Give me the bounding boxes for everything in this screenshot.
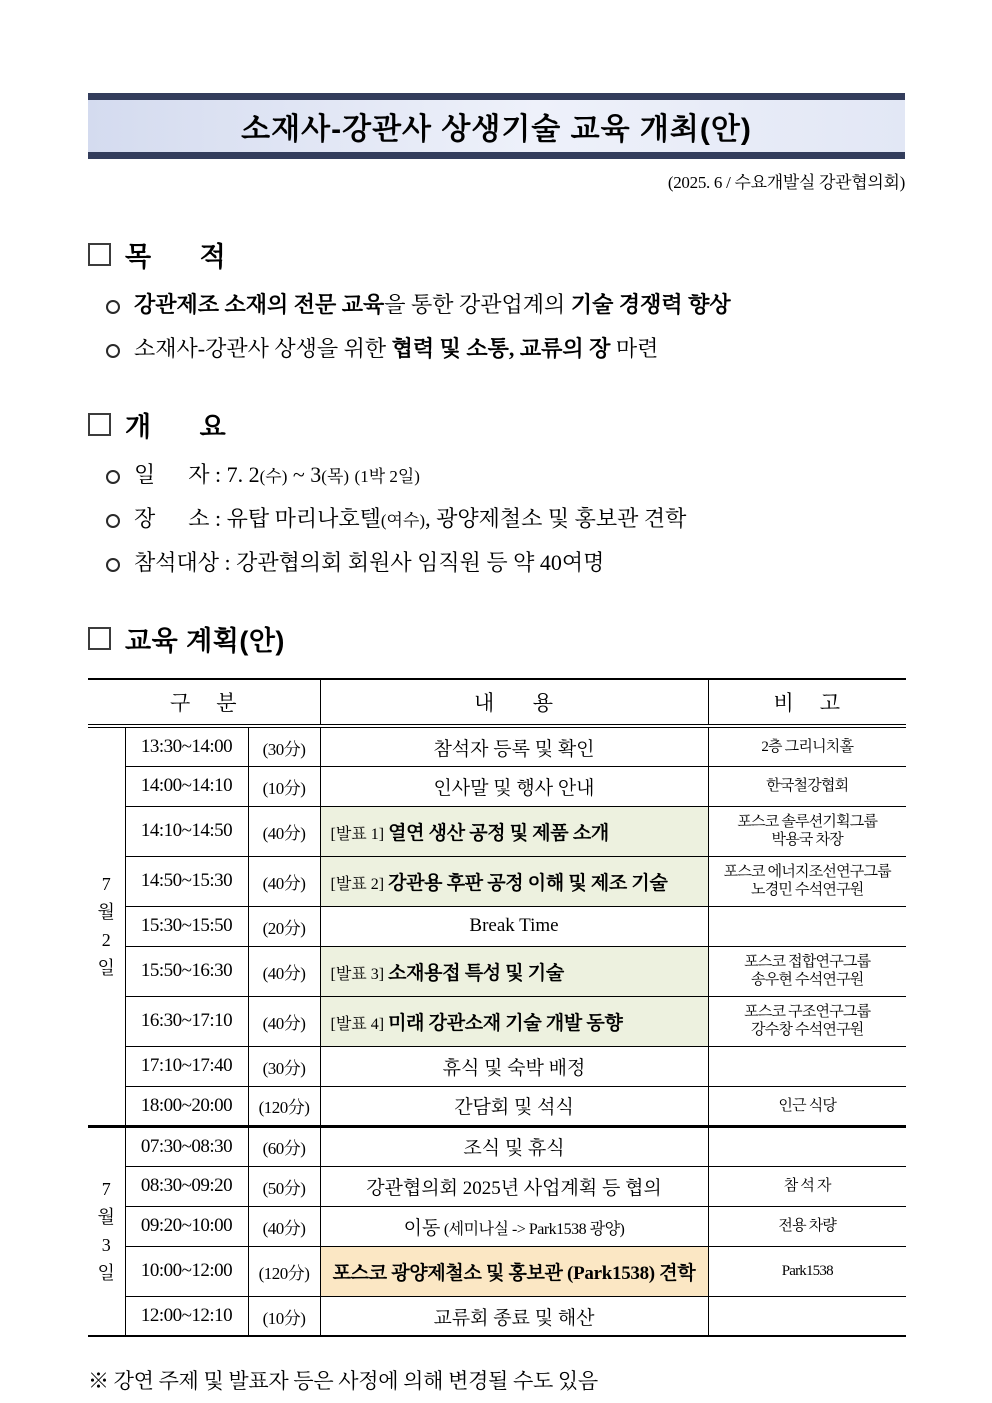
title-banner xyxy=(88,93,905,159)
circle-bullet-icon xyxy=(106,344,120,358)
schedule-row xyxy=(88,1126,906,1166)
time-cell: 07:30~08:30 xyxy=(125,1126,248,1166)
schedule-row xyxy=(88,766,906,806)
time-cell: 08:30~09:20 xyxy=(125,1166,248,1206)
time-cell: 10:00~12:00 xyxy=(125,1246,248,1296)
duration-cell: (30分) xyxy=(248,1046,320,1086)
content-cell: 이동 (세미나실 -> Park1538 광양) xyxy=(320,1206,708,1246)
content-cell: 강관협의회 2025년 사업계획 등 협의 xyxy=(320,1166,708,1206)
schedule-row xyxy=(88,1166,906,1206)
purpose-bullet-1 xyxy=(104,290,905,320)
column-header-remark: 비 고 xyxy=(708,679,906,726)
overview-place-label: 장 소 : xyxy=(134,506,227,532)
duration-cell: (10分) xyxy=(248,1296,320,1336)
content-cell: 참석자 등록 및 확인 xyxy=(320,726,708,766)
column-header-division: 구 분 xyxy=(88,679,320,726)
duration-cell: (40分) xyxy=(248,806,320,856)
remark-cell: 2층 그리니치홀 xyxy=(708,726,906,766)
duration-cell: (50分) xyxy=(248,1166,320,1206)
remark-cell: 포스코 구조연구그룹 강수창 수석연구원 xyxy=(708,996,906,1046)
duration-cell: (120分) xyxy=(248,1086,320,1126)
overview-item-date xyxy=(104,460,905,490)
duration-cell: (30分) xyxy=(248,726,320,766)
content-cell: 포스코 광양제철소 및 홍보관 (Park1538) 견학 xyxy=(320,1246,708,1296)
overview-items xyxy=(88,460,905,577)
remark-cell: 포스코 에너지조선연구그룹 노경민 수석연구원 xyxy=(708,856,906,906)
content-cell: [발표 1] 열연 생산 공정 및 제품 소개 xyxy=(320,806,708,856)
purpose-bullet-2-text: 소재사-강관사 상생을 위한 협력 및 소통, 교류의 장 마련 xyxy=(134,335,659,361)
content-cell: 휴식 및 숙박 배정 xyxy=(320,1046,708,1086)
overview-item-place xyxy=(104,504,905,534)
content-cell: [발표 3] 소재용접 특성 및 기술 xyxy=(320,946,708,996)
plan-heading-label: 교육 계획(안) xyxy=(125,626,285,657)
byline: (2025. 6 / 수요개발실 강관협의회) xyxy=(667,173,905,192)
overview-attendees-label: 참석대상 : xyxy=(134,549,237,575)
column-header-content: 내 용 xyxy=(320,679,708,726)
day-label: 7 월 3 일 xyxy=(88,1126,125,1336)
circle-bullet-icon xyxy=(106,300,120,314)
schedule-row xyxy=(88,906,906,946)
duration-cell: (40分) xyxy=(248,1206,320,1246)
remark-cell: 한국철강협회 xyxy=(708,766,906,806)
content-cell: 교류회 종료 및 해산 xyxy=(320,1296,708,1336)
time-cell: 14:00~14:10 xyxy=(125,766,248,806)
overview-item-place-text xyxy=(134,504,686,534)
schedule-body xyxy=(88,726,906,1336)
document-title: 소재사-강관사 상생기술 교육 개최(안) xyxy=(241,113,752,146)
purpose-heading-label: 목 적 xyxy=(125,242,227,272)
time-cell: 18:00~20:00 xyxy=(125,1086,248,1126)
content-cell: [발표 2] 강관용 후판 공정 이해 및 제조 기술 xyxy=(320,856,708,906)
schedule-row xyxy=(88,726,906,766)
remark-cell: 참 석 자 xyxy=(708,1166,906,1206)
duration-cell: (10分) xyxy=(248,766,320,806)
remark-cell: 인근 식당 xyxy=(708,1086,906,1126)
circle-bullet-icon xyxy=(106,558,120,572)
time-cell: 17:10~17:40 xyxy=(125,1046,248,1086)
time-cell: 14:50~15:30 xyxy=(125,856,248,906)
purpose-bullets xyxy=(88,290,905,363)
circle-bullet-icon xyxy=(106,470,120,484)
square-bullet-icon xyxy=(88,627,111,650)
section-heading-purpose xyxy=(88,235,905,274)
content-cell: [발표 4] 미래 강관소재 기술 개발 동향 xyxy=(320,996,708,1046)
section-heading-plan xyxy=(88,619,905,658)
schedule-row xyxy=(88,1046,906,1086)
time-cell: 14:10~14:50 xyxy=(125,806,248,856)
purpose-bullet-1-text: 강관제조 소재의 전문 교육을 통한 강관업계의 기술 경쟁력 향상 xyxy=(134,292,731,317)
remark-cell: 포스코 솔루션기획그룹 박용국 차장 xyxy=(708,806,906,856)
overview-attendees-value: 강관협의회 회원사 임직원 등 약 40여명 xyxy=(236,549,605,575)
schedule-row xyxy=(88,806,906,856)
duration-cell: (40分) xyxy=(248,996,320,1046)
schedule-row xyxy=(88,1206,906,1246)
section-heading-overview xyxy=(88,405,905,444)
schedule-row xyxy=(88,1296,906,1336)
remark-cell xyxy=(708,1046,906,1086)
remark-cell xyxy=(708,1126,906,1166)
duration-cell: (120分) xyxy=(248,1246,320,1296)
schedule-table xyxy=(88,678,906,1337)
remark-cell: Park1538 xyxy=(708,1246,906,1296)
time-cell: 12:00~12:10 xyxy=(125,1296,248,1336)
time-cell: 16:30~17:10 xyxy=(125,996,248,1046)
overview-item-attendees-text xyxy=(134,548,604,578)
overview-place-value: 유탑 마리나호텔(여수), 광양제철소 및 홍보관 견학 xyxy=(226,506,687,532)
remark-cell xyxy=(708,1296,906,1336)
day-label: 7 월 2 일 xyxy=(88,726,125,1126)
schedule-row xyxy=(88,996,906,1046)
overview-item-date-text xyxy=(134,460,420,490)
schedule-row xyxy=(88,946,906,996)
overview-date-label: 일 자 : xyxy=(134,462,227,488)
duration-cell: (40分) xyxy=(248,946,320,996)
footnote: ※ 강연 주제 및 발표자 등은 사정에 의해 변경될 수도 있음 xyxy=(88,1369,598,1394)
duration-cell: (60分) xyxy=(248,1126,320,1166)
remark-cell: 전용 차량 xyxy=(708,1206,906,1246)
content-cell: 간담회 및 석식 xyxy=(320,1086,708,1126)
overview-date-value: 7. 2(수) ~ 3(목) (1박 2일) xyxy=(226,462,420,488)
square-bullet-icon xyxy=(88,243,111,266)
remark-cell: 포스코 접합연구그룹 송우현 수석연구원 xyxy=(708,946,906,996)
duration-cell: (40分) xyxy=(248,856,320,906)
time-cell: 09:20~10:00 xyxy=(125,1206,248,1246)
time-cell: 13:30~14:00 xyxy=(125,726,248,766)
purpose-bullet-2 xyxy=(104,334,905,364)
schedule-row xyxy=(88,1086,906,1126)
remark-cell xyxy=(708,906,906,946)
content-cell: 인사말 및 행사 안내 xyxy=(320,766,708,806)
time-cell: 15:30~15:50 xyxy=(125,906,248,946)
time-cell: 15:50~16:30 xyxy=(125,946,248,996)
square-bullet-icon xyxy=(88,413,111,436)
duration-cell: (20分) xyxy=(248,906,320,946)
overview-heading-label: 개 요 xyxy=(125,412,227,443)
schedule-header-row xyxy=(88,679,906,726)
content-cell: Break Time xyxy=(320,906,708,946)
overview-item-attendees xyxy=(104,548,905,578)
schedule-row xyxy=(88,1246,906,1296)
circle-bullet-icon xyxy=(106,514,120,528)
schedule-table-wrap xyxy=(88,678,905,1337)
schedule-row xyxy=(88,856,906,906)
content-cell: 조식 및 휴식 xyxy=(320,1126,708,1166)
